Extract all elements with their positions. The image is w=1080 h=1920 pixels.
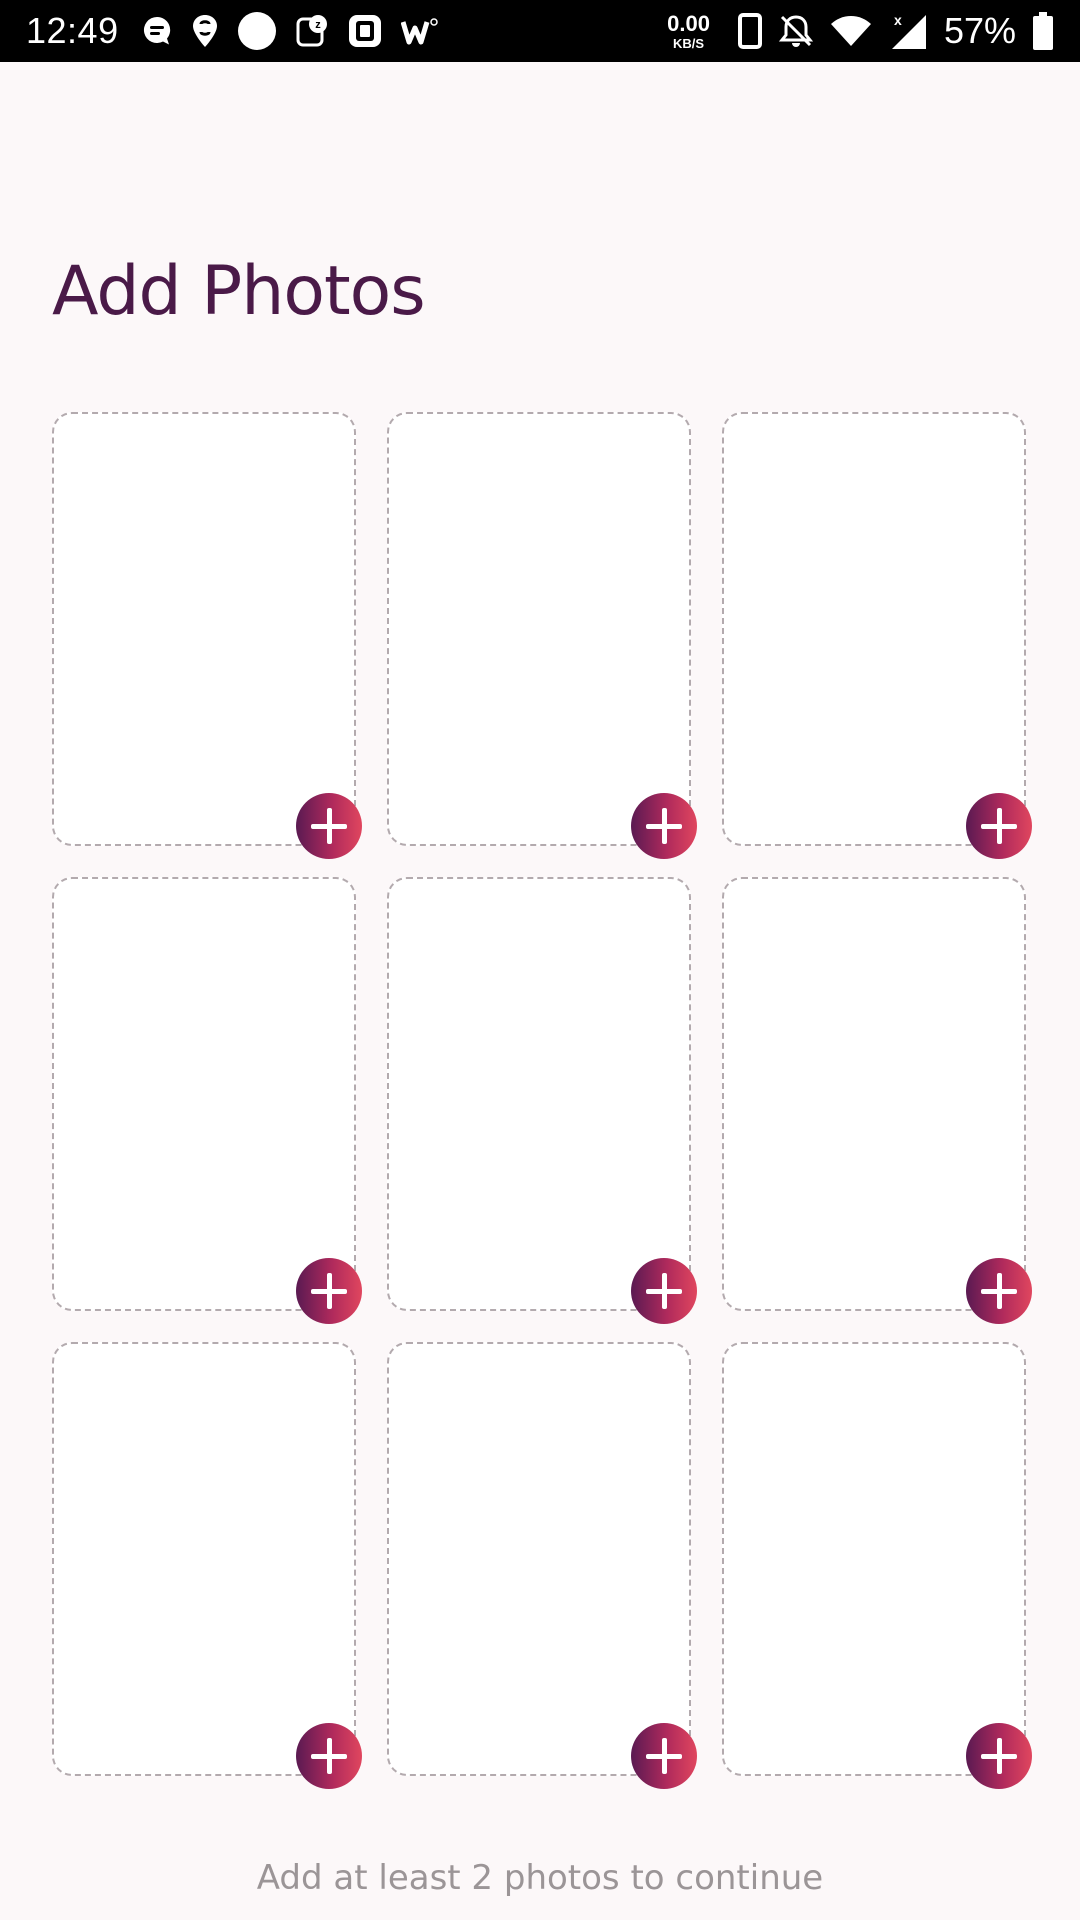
network-speed-value: 0.00	[667, 10, 710, 36]
add-photo-button[interactable]	[296, 1723, 362, 1789]
notification-icons	[141, 11, 441, 51]
photo-slot[interactable]	[52, 412, 356, 846]
photo-slot[interactable]	[52, 877, 356, 1311]
photo-requirement-hint: Add at least 2 photos to continue	[256, 1858, 824, 1898]
system-icons	[667, 10, 1054, 52]
svg-text:x: x	[893, 12, 902, 28]
add-photo-button[interactable]	[631, 793, 697, 859]
photo-grid	[52, 412, 1028, 1776]
plus-icon	[981, 1273, 1017, 1309]
chat-icon	[141, 15, 173, 47]
photo-slot[interactable]	[387, 412, 691, 846]
battery-percent: 57%	[943, 10, 1016, 51]
add-photo-button[interactable]	[631, 1723, 697, 1789]
photo-slot[interactable]	[52, 1342, 356, 1776]
add-photo-button[interactable]	[296, 793, 362, 859]
photo-slot[interactable]	[387, 1342, 691, 1776]
bell-off-icon	[778, 13, 814, 49]
photo-slot[interactable]	[387, 877, 691, 1311]
plus-icon	[981, 808, 1017, 844]
plus-icon	[646, 1738, 682, 1774]
battery-icon	[1032, 12, 1054, 50]
signal-icon	[888, 11, 928, 51]
add-photo-button[interactable]	[966, 1723, 1032, 1789]
circle-icon	[237, 11, 277, 51]
w-icon	[401, 16, 441, 46]
add-photo-button[interactable]	[631, 1258, 697, 1324]
plus-icon	[646, 1273, 682, 1309]
sim-icon	[347, 13, 383, 49]
svg-text:z: z	[314, 19, 321, 31]
add-photo-button[interactable]	[966, 1258, 1032, 1324]
photo-slot[interactable]	[722, 1342, 1026, 1776]
plus-icon	[311, 1273, 347, 1309]
plus-icon	[646, 808, 682, 844]
plus-icon	[311, 808, 347, 844]
phone-icon	[738, 13, 762, 49]
network-speed-unit: KB/S	[672, 35, 705, 51]
network-speed	[667, 10, 710, 51]
page-title: Add Photos	[52, 252, 425, 331]
wifi-icon	[830, 14, 872, 48]
swiggy-icon	[191, 14, 219, 48]
add-photo-button[interactable]	[966, 793, 1032, 859]
plus-icon	[311, 1738, 347, 1774]
zepto-icon	[295, 14, 329, 48]
status-time: 12:49	[26, 10, 119, 51]
photo-slot[interactable]	[722, 412, 1026, 846]
add-photo-button[interactable]	[296, 1258, 362, 1324]
photo-slot[interactable]	[722, 877, 1026, 1311]
status-bar	[0, 0, 1080, 62]
plus-icon	[981, 1738, 1017, 1774]
